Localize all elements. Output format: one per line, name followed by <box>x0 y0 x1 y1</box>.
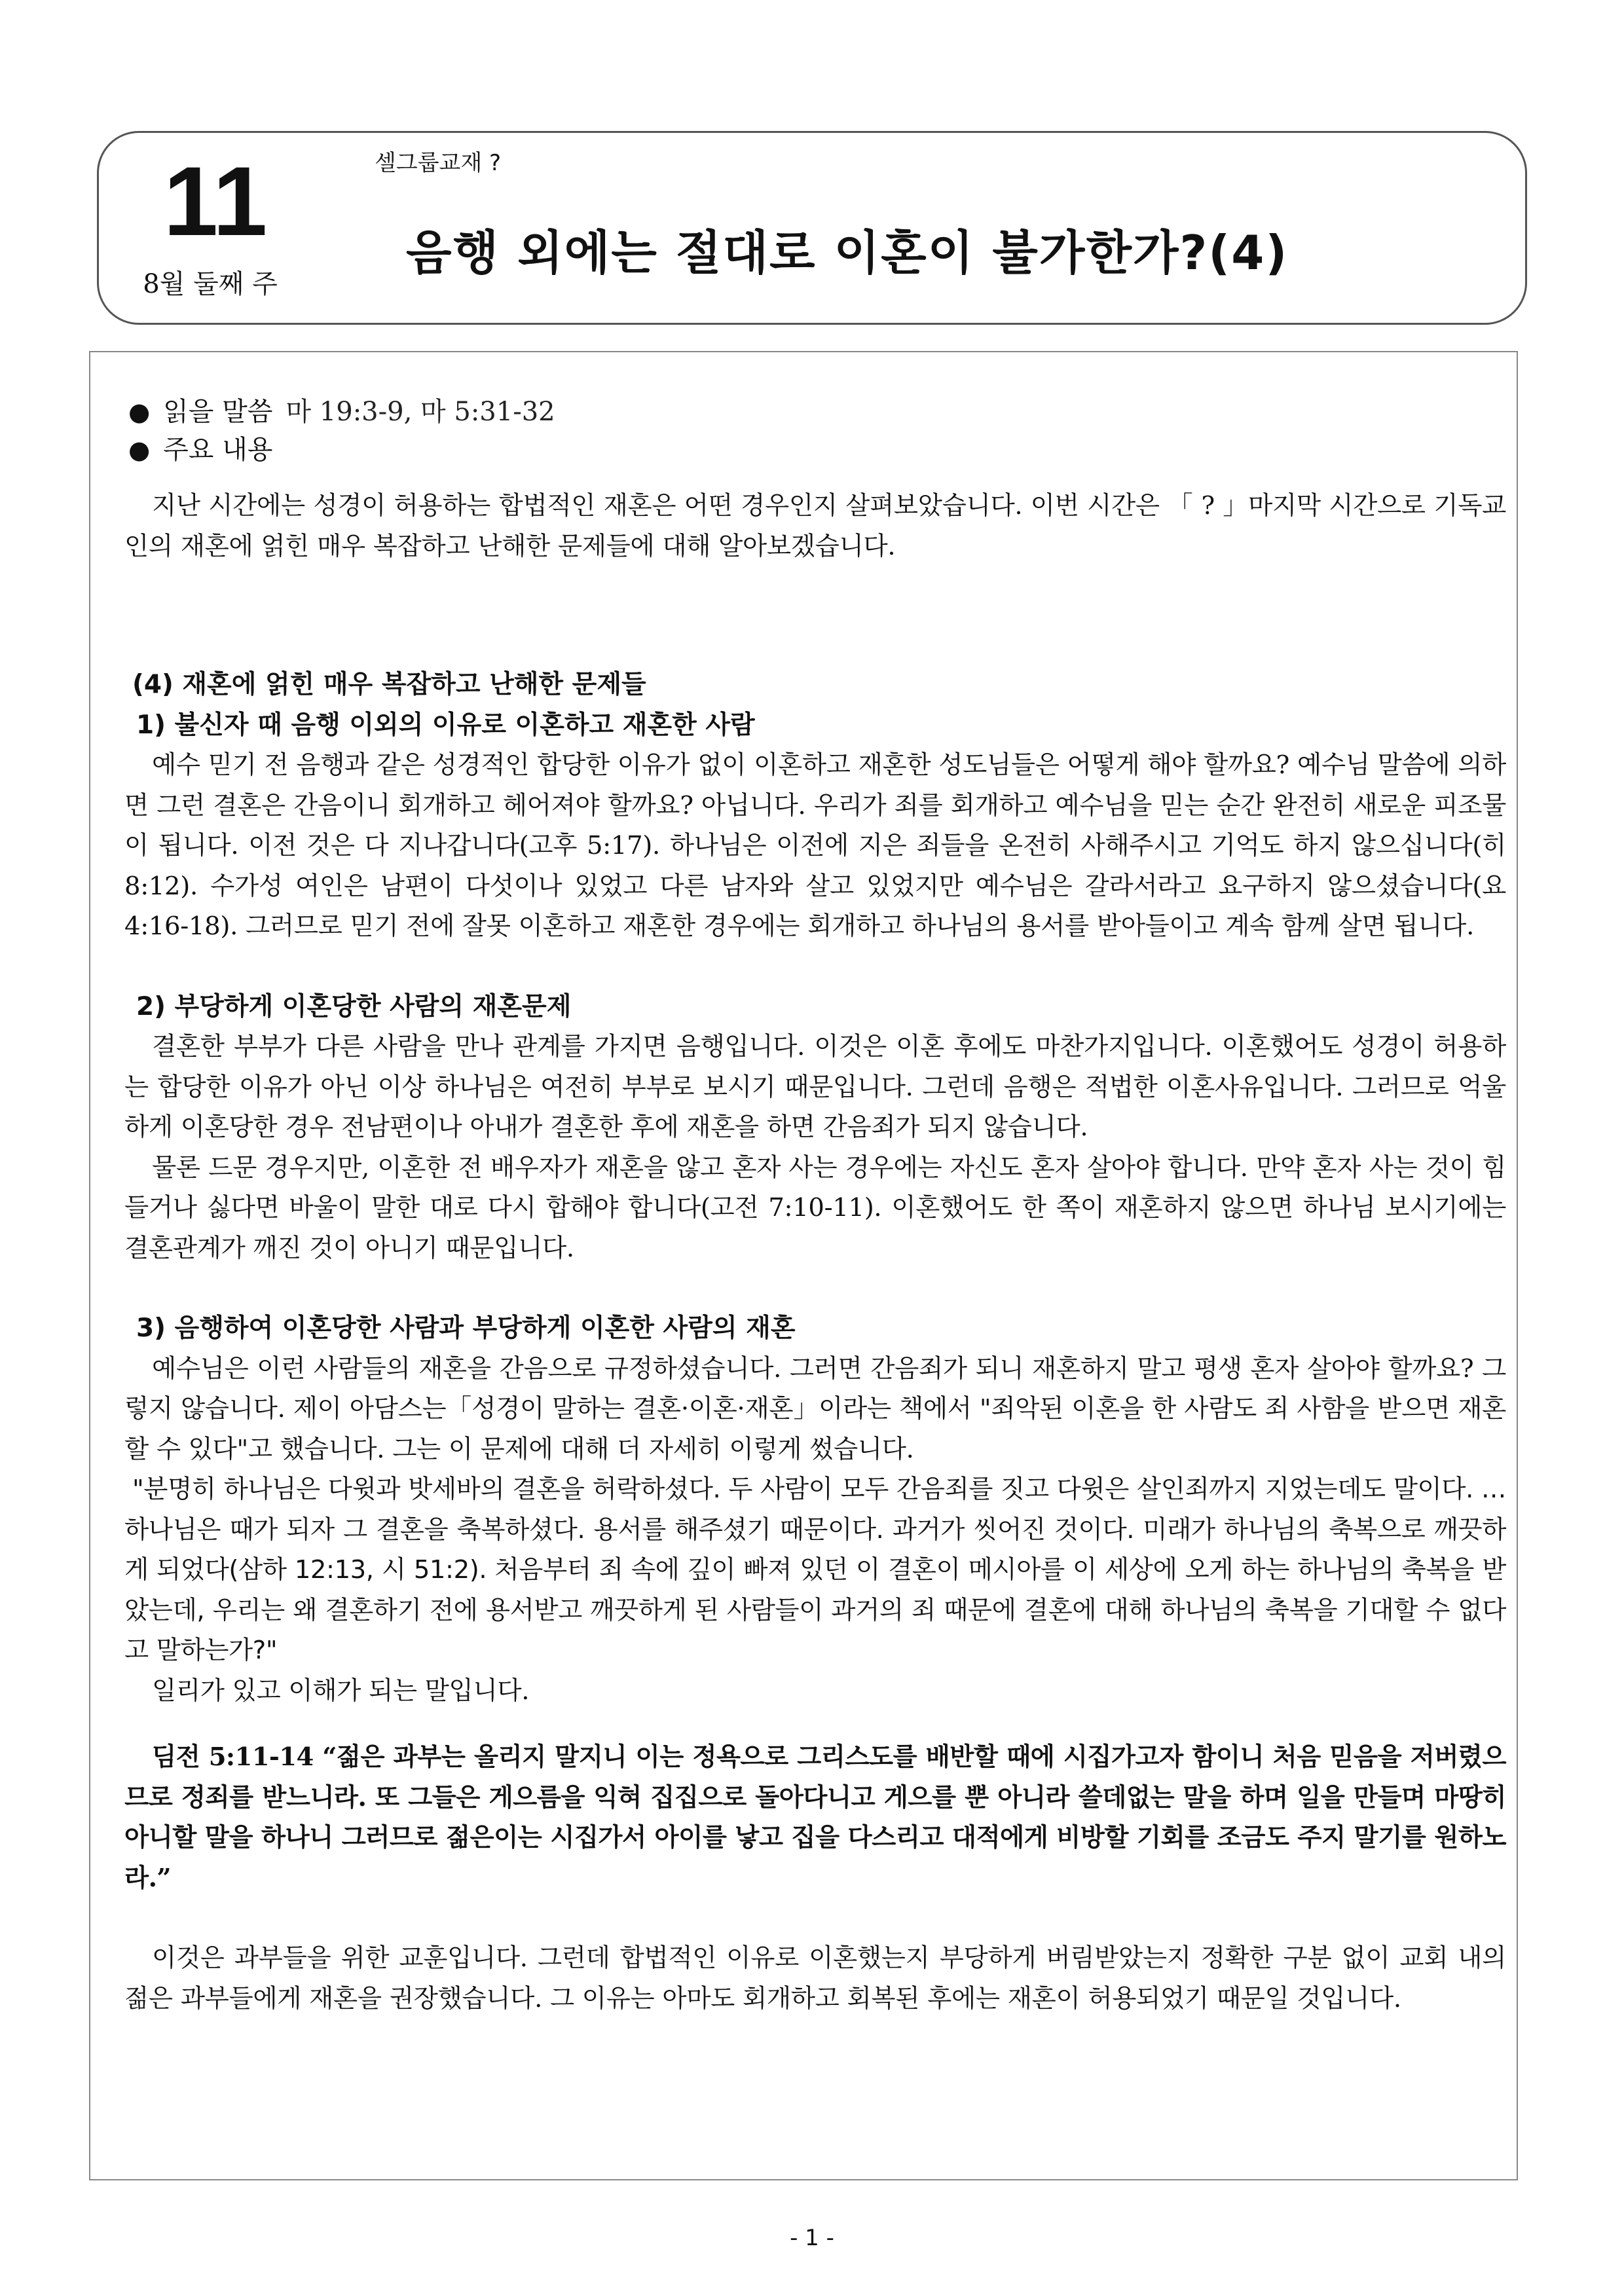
series-label: 셀그룹교재 ? <box>375 150 502 176</box>
intro-paragraph: 지난 시간에는 성경이 허용하는 합법적인 재혼은 어떤 경우인지 살펴보았습니다. 이번 시간은 「 ? 」마지막 시간으로 기독교인의 재혼에 얽힌 매우 복잡하고 난해한 문제들에 대해 알아보겠습니다. <box>124 491 1506 561</box>
reading-reference: 마 19:3-9, 마 5:31-32 <box>286 397 555 427</box>
page-number: - 1 - <box>790 2225 834 2251</box>
subsection-heading-3: 3) 음행하여 이혼당한 사람과 부당하게 이혼한 사람의 재혼 <box>136 1313 796 1343</box>
subsection-heading-1: 1) 불신자 때 음행 이외의 이유로 이혼하고 재혼한 사람 <box>136 710 755 740</box>
subsection-2-paragraph-1: 결혼한 부부가 다른 사람을 만나 관계를 가지면 음행입니다. 이것은 이혼 후에도 마찬가지입니다. 이혼했어도 성경이 허용하는 합당한 이유가 아닌 이상 하나님은 여전히 부부로 보시기 때문입니다. 그런데 음행은 적법한 이혼사유입니다. 그러므로 억울하게 이혼당한 경우 전남편이나 아내가 결혼한 후에 재혼을 하면 간음죄가 되지 않습니다. <box>124 1032 1506 1142</box>
section-heading: (4) 재혼에 얽힌 매우 복잡하고 난해한 문제들 <box>132 670 646 699</box>
main-content-label: 주요 내용 <box>163 435 273 465</box>
adams-quote: "분명히 하나님은 다윗과 밧세바의 결혼을 허락하셨다. 두 사람이 모두 간음죄를 짓고 다윗은 살인죄까지 지었는데도 말이다. … 하나님은 때가 되자 그 결혼을 축복하셨다. 용서를 해주셨기 때문이다. 과거가 씻어진 것이다. 미래가 하나님의 축복으로 깨끗하게 되었다(삼하 12:13, 시 51:2). 처음부터 죄 속에 깊이 빠져 있던 이 결혼이 메시아를 이 세상에 오게 하는 하나님의 축복을 받았는데, 우리는 왜 결혼하기 전에 용서받고 깨끗하게 된 사람들이 과거의 죄 때문에 결혼에 대해 하나님의 축복을 기대할 수 없다고 말하는가?" <box>124 1475 1506 1665</box>
main-content-line <box>124 431 1506 469</box>
reading-label: 읽을 말씀 <box>163 397 273 427</box>
page-title: 음행 외에는 절대로 이혼이 불가한가?(4) <box>406 225 1289 280</box>
subsection-2-paragraph-2: 물론 드문 경우지만, 이혼한 전 배우자가 재혼을 않고 혼자 사는 경우에는 자신도 혼자 살아야 합니다. 만약 혼자 사는 것이 힘들거나 싫다면 바울이 말한 대로 다시 합해야 합니다(고전 7:10-11). 이혼했어도 한 쪽이 재혼하지 않으면 하나님 보시기에는 결혼관계가 깨진 것이 아니기 때문입니다. <box>124 1152 1506 1263</box>
subsection-1-paragraph: 예수 믿기 전 음행과 같은 성경적인 합당한 이유가 없이 이혼하고 재혼한 성도님들은 어떻게 해야 할까요? 예수님 말씀에 의하면 그런 결혼은 간음이니 회개하고 헤어져야 할까요? 아닙니다. 우리가 죄를 회개하고 예수님을 믿는 순간 완전히 새로운 피조물이 됩니다. 이전 것은 다 지나갑니다(고후 5:17). 하나님은 이전에 지은 죄들을 온전히 사해주시고 기억도 하지 않으십니다(히 8:12). 수가성 여인은 남편이 다섯이나 있었고 다른 남자와 살고 있었지만 예수님은 갈라서라고 요구하지 않으셨습니다(요 4:16-18). 그러므로 믿기 전에 잘못 이혼하고 재혼한 경우에는 회개하고 하나님의 용서를 받아들이고 계속 함께 살면 됩니다. <box>124 750 1506 941</box>
bullet-icon: ● <box>128 435 151 464</box>
subsection-heading-2: 2) 부당하게 이혼당한 사람의 재혼문제 <box>136 991 572 1021</box>
reading-line <box>124 393 1506 431</box>
bullet-icon: ● <box>128 397 151 426</box>
subsection-3-paragraph-2: 일리가 있고 이해가 되는 말입니다. <box>152 1676 530 1706</box>
lesson-content <box>124 393 1506 2019</box>
lesson-number: 11 <box>163 146 268 256</box>
subsection-3-paragraph-1: 예수님은 이런 사람들의 재혼을 간음으로 규정하셨습니다. 그러면 간음죄가 되니 재혼하지 말고 평생 혼자 살아야 할까요? 그렇지 않습니다. 제이 아담스는「성경이 말하는 결혼·이혼·재혼」이라는 책에서 "죄악된 이혼을 한 사람도 죄 사함을 받으면 재혼할 수 있다"고 했습니다. 그는 이 문제에 대해 더 자세히 이렇게 썼습니다. <box>124 1353 1506 1464</box>
closing-paragraph: 이것은 과부들을 위한 교훈입니다. 그런데 합법적인 이유로 이혼했는지 부당하게 버림받았는지 정확한 구분 없이 교회 내의 젊은 과부들에게 재혼을 권장했습니다. 그 이유는 아마도 회개하고 회복된 후에는 재혼이 허용되었기 때문일 것입니다. <box>124 1943 1506 2013</box>
scripture-passage: 딤전 5:11-14 “젊은 과부는 올리지 말지니 이는 정욕으로 그리스도를 배반할 때에 시집가고자 함이니 처음 믿음을 저버렸으므로 정죄를 받느니라. 또 그들은 게으름을 익혀 집집으로 돌아다니고 게으를 뿐 아니라 쓸데없는 말을 하며 일을 만들며 마땅히 아니할 말을 하나니 그러므로 젊은이는 시집가서 아이를 낳고 집을 다스리고 대적에게 비방할 기회를 조금도 주지 말기를 원하노라.” <box>124 1742 1507 1893</box>
lesson-week: 8월 둘째 주 <box>143 269 278 299</box>
